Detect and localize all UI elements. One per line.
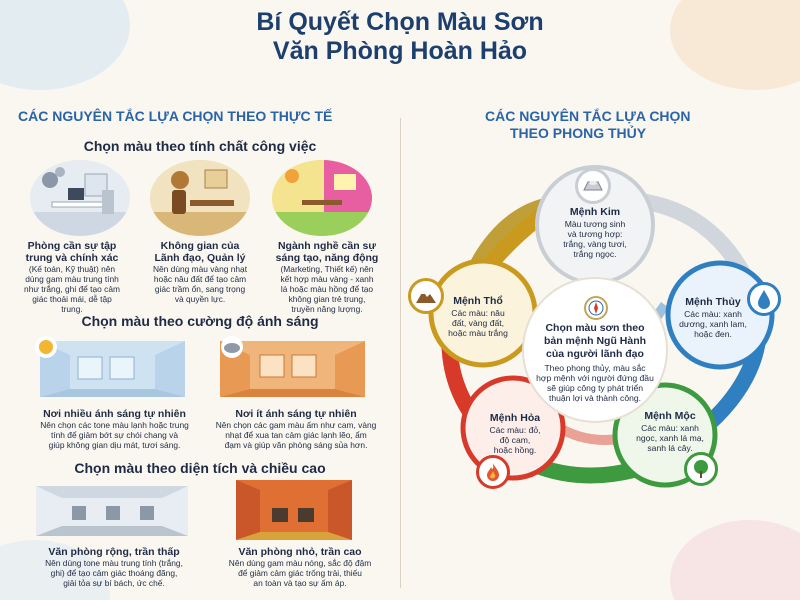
work-item-2-caption: Không gian của Lãnh đạo, Quản lý Nên dùng màu vàng nhạt hoặc nâu đất để tạo cảm giác trầm ổn, sang trọng và quyền lực.: [152, 240, 248, 304]
work-item-1-caption: Phòng cần sự tập trung và chính xác (Kế toán, Kỹ thuật) nên dùng gam màu trung tính như trắng, ghi để tạo cảm giác thoải mái, dễ tập trung.: [24, 240, 120, 314]
area-heading: Chọn màu theo diện tích và chiều cao: [74, 460, 326, 476]
bright-caption: Nơi nhiều ánh sáng tự nhiên Nên chọn các tone màu lạnh hoặc trung tính để giảm bớt sự chói chang và giúp không gian dịu mát, tươi sáng.: [40, 408, 189, 450]
column-divider: [400, 118, 401, 588]
right-section-title-line-1: CÁC NGUYÊN TẮC LỰA CHỌN: [485, 108, 691, 124]
accounting-room-illustration: [30, 160, 130, 236]
element-moc: Mệnh Mộc Các màu: xanh ngọc, xanh lá mạ, sanh lá cây.: [636, 410, 704, 453]
right-section-title-line-2: THEO PHONG THỦY: [510, 125, 647, 141]
dim-caption: Nơi ít ánh sáng tự nhiên Nên chọn các gam màu ấm như cam, vàng nhạt để xua tan cảm giác lạnh lẽo, ẩm đạm và giúp văn phòng sáng sủa hơn.: [215, 408, 377, 450]
creative-room-illustration: [272, 160, 372, 236]
element-tho: Mệnh Thổ Các màu: nâu đất, vàng đất, hoặc màu trắng: [448, 295, 508, 338]
wide-caption: Văn phòng rộng, trần thấp Nên dùng tone màu trung tính (trắng, ghi) để tạo cảm giác thoáng đãng, giải tỏa sự bí bách, ức chế.: [45, 546, 183, 588]
tree-icon: [684, 452, 718, 486]
tall-room-illustration: [232, 478, 356, 544]
gold-ingot-icon: [575, 168, 611, 204]
center-feng-shui: Chọn màu sơn theo bản mệnh Ngũ Hành của người lãnh đạo Theo phong thủy, màu sắc hợp mệnh với người đứng đầu sẽ giúp công ty phát triển thuận lợi và thành công.: [536, 322, 654, 403]
element-hoa: Mệnh Hỏa Các màu: đỏ, độ cam, hoặc hồng.: [489, 412, 541, 455]
element-kim: Mệnh Kim Màu tương sinh và tương hợp: trắng, vàng tươi, trắng ngọc.: [563, 206, 627, 259]
dim-room-illustration: [210, 333, 375, 405]
fire-icon: [476, 455, 510, 489]
manager-room-illustration: [150, 160, 250, 236]
compass-icon: [584, 296, 608, 320]
light-heading: Chọn màu theo cường độ ánh sáng: [81, 313, 319, 329]
element-thuy: Mệnh Thủy Các màu: xanh dương, xanh lam, hoặc đen.: [679, 296, 747, 339]
left-section-title: CÁC NGUYÊN TẮC LỰA CHỌN THEO THỰC TẾ: [18, 108, 333, 124]
tall-caption: Văn phòng nhỏ, trần cao Nên dùng gam màu nóng, sắc độ đậm để giảm cảm giác trống trải, thiếu an toàn và tạo sự ấm áp.: [228, 546, 372, 588]
work-item-3-caption: Ngành nghề cần sự sáng tạo, năng động (Marketing, Thiết kế) nên kết hợp màu vàng - xanh lá hoặc màu hồng để tạo không gian trẻ trung, truyền năng lượng.: [275, 240, 379, 314]
page-title-line-1: Bí Quyết Chọn Màu Sơn: [256, 8, 544, 36]
work-heading: Chọn màu theo tính chất công việc: [83, 138, 317, 154]
page-title-line-2: Văn Phòng Hoàn Hảo: [272, 37, 528, 65]
wide-room-illustration: [32, 482, 192, 540]
bright-room-illustration: [30, 333, 195, 405]
